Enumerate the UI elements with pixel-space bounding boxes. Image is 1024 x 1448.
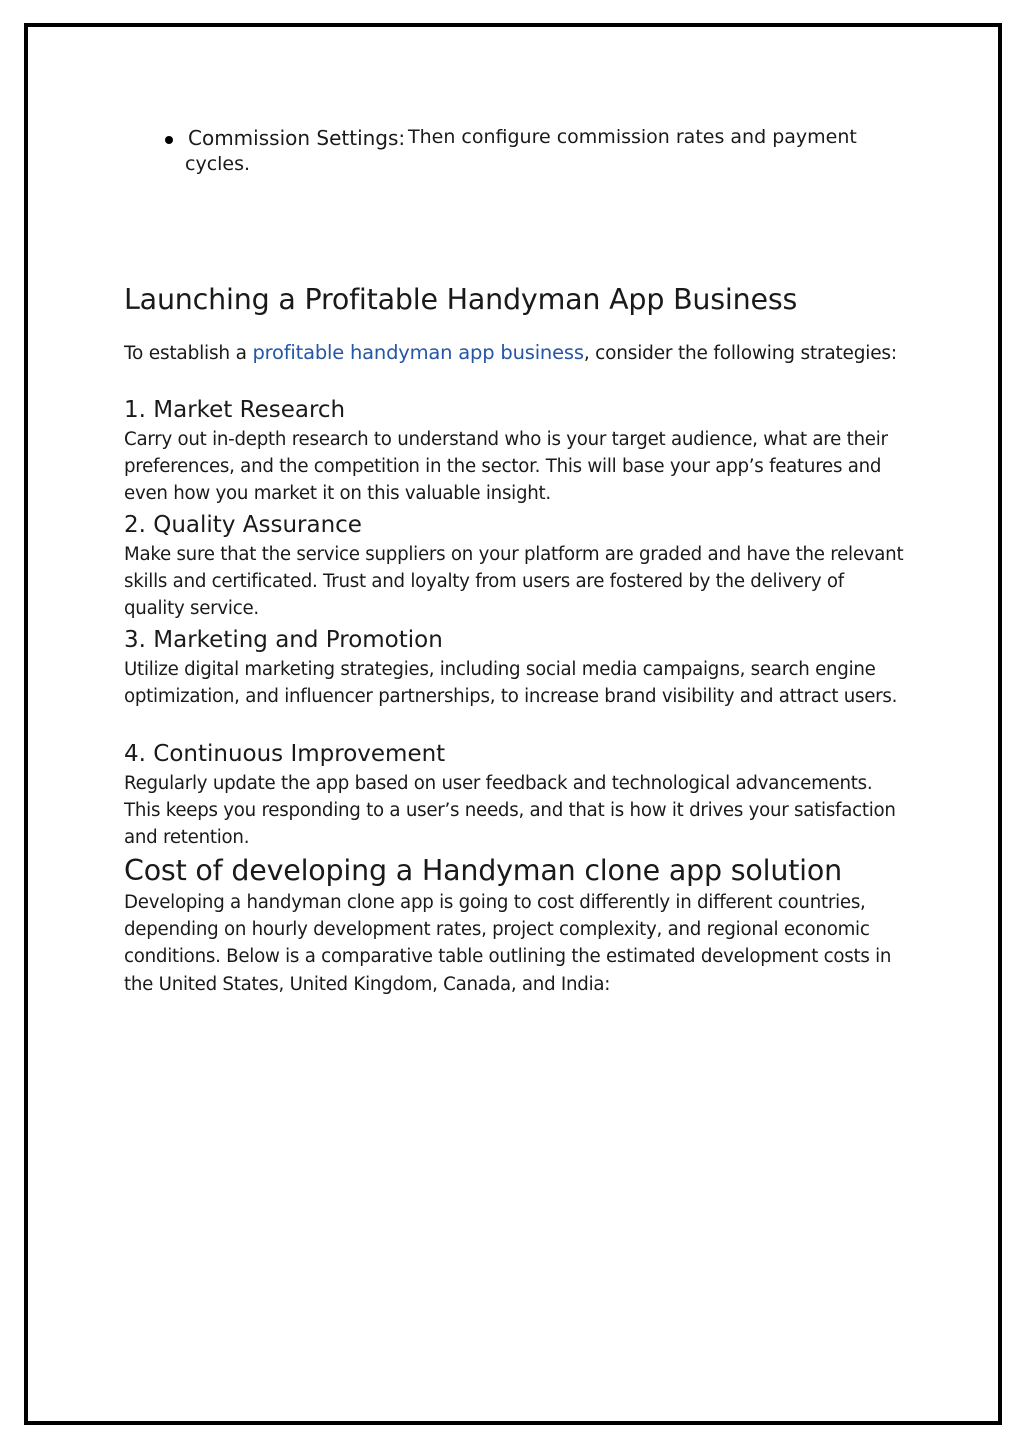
paragraph-continuous-improvement: Regularly update the app based on user feedback and technological advancements. This keeps you responding to a user’s needs, and that is how it drives your satisfaction and retention. — [124, 773, 896, 849]
paragraph-cost: Developing a handyman clone app is going to cost differently in different countries, depending on hourly development rates, project complexity, and regional economic conditions. Below is a comparative table outlining the estimated development costs in the United States, United Kingdom, Canada, and India: — [124, 892, 892, 995]
paragraph-marketing-promotion: Utilize digital marketing strategies, including social media campaigns, search engine optimization, and influencer partnerships, to increase brand visibility and attract users. — [124, 659, 898, 708]
subheading-continuous-improvement: 4. Continuous Improvement — [124, 741, 446, 767]
bullet-text: Then configure commission rates and payment — [408, 126, 857, 148]
subheading-marketing-promotion: 3. Marketing and Promotion — [124, 627, 443, 653]
profitable-business-link[interactable]: profitable handyman app business — [252, 341, 584, 364]
subheading-quality-assurance: 2. Quality Assurance — [124, 512, 362, 538]
intro-text-before: To establish a — [124, 343, 253, 364]
page-border — [24, 23, 1002, 1425]
subheading-market-research: 1. Market Research — [124, 397, 346, 423]
intro-text-after: , consider the following strategies: — [583, 343, 897, 364]
paragraph-market-research: Carry out in-depth research to understand who is your target audience, what are their preferences, and the competition in the sector. This will base your app’s features and even how you market it on this valuable insight. — [124, 429, 888, 505]
paragraph-quality-assurance: Make sure that the service suppliers on your platform are graded and have the relevant skills and certificated. Trust and loyalty from users are fostered by the delivery of quality service. — [124, 544, 904, 620]
bullet-text-continuation: cycles. — [185, 153, 251, 175]
section-heading-launching: Launching a Profitable Handyman App Business — [124, 283, 798, 316]
section-intro — [124, 339, 904, 367]
section-heading-cost: Cost of developing a Handyman clone app solution — [124, 854, 842, 887]
bullet-label: Commission Settings: — [188, 126, 406, 150]
bullet-dot-icon — [165, 136, 173, 144]
